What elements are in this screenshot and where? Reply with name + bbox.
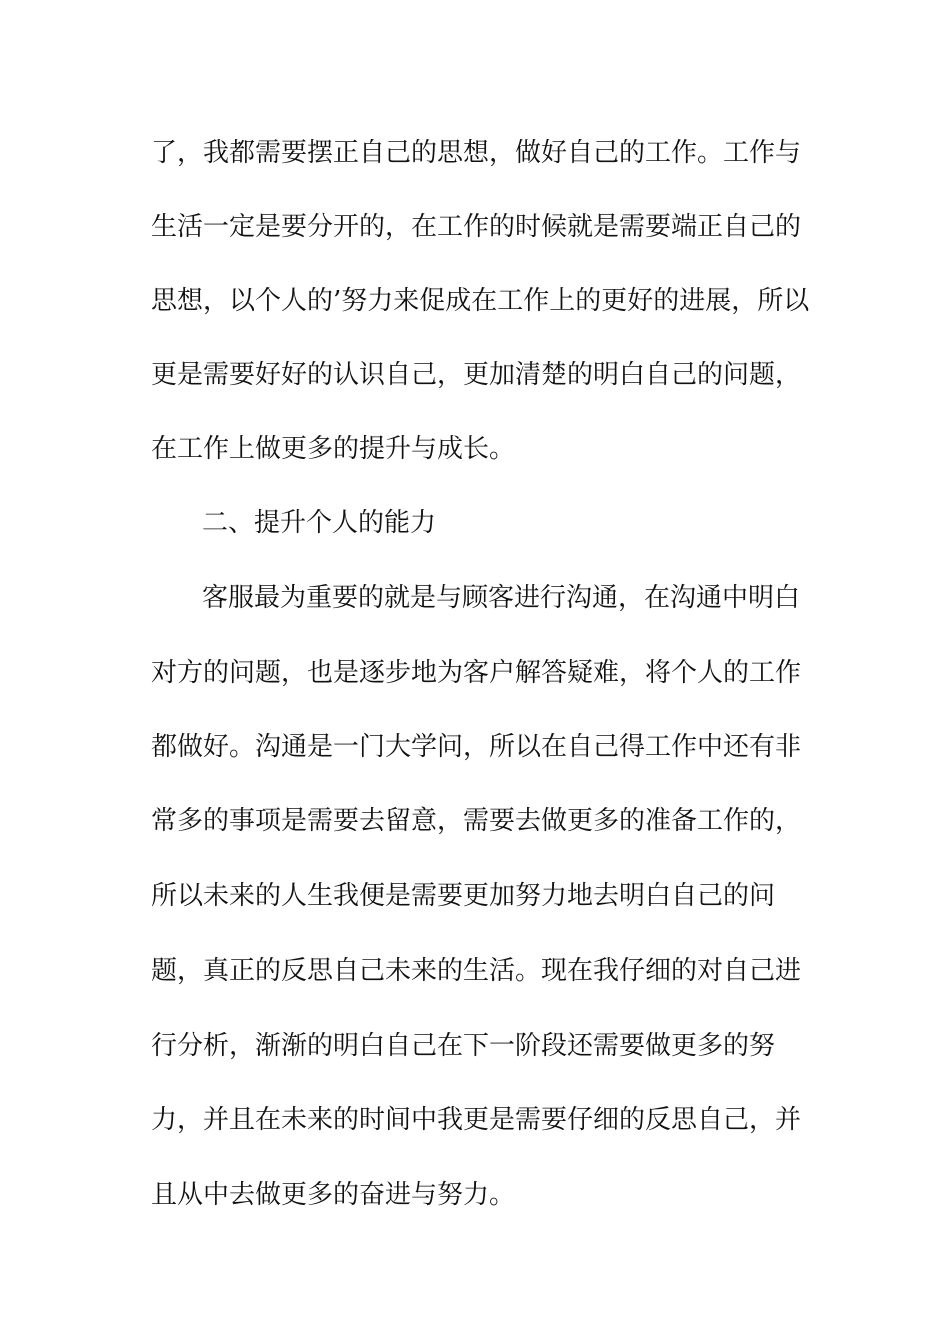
paragraph-1-line-1: 了，我都需要摆正自己的思想，做好自己的工作。工作与 [151,138,802,168]
paragraph-2-line-8: 力，并且在未来的时间中我更是需要仔细的反思自己，并 [151,1105,802,1135]
paragraph-2-line-3: 都做好。沟通是一门大学问，所以在自己得工作中还有非 [151,732,802,762]
paragraph-1-line-4: 更是需要好好的认识自己，更加清楚的明白自己的问题， [151,360,802,390]
paragraph-2-line-7: 行分析，渐渐的明白自己在下一阶段还需要做更多的努 [151,1031,776,1061]
paragraph-1-line-2: 生活一定是要分开的，在工作的时候就是需要端正自己的 [151,212,802,242]
paragraph-2-line-4: 常多的事项是需要去留意，需要去做更多的准备工作的， [151,806,802,836]
paragraph-1-line-5: 在工作上做更多的提升与成长。 [151,434,516,464]
paragraph-2-line-1: 客服最为重要的就是与顾客进行沟通，在沟通中明白 [202,583,801,613]
paragraph-1-line-3: 思想，以个人的’努力来促成在工作上的更好的进展，所以 [151,286,810,316]
paragraph-2-line-6: 题，真正的反思自己未来的生活。现在我仔细的对自己进 [151,956,802,986]
paragraph-2-line-5: 所以未来的人生我便是需要更加努力地去明白自己的问 [151,881,776,911]
section-heading: 二、提升个人的能力 [202,508,437,538]
paragraph-2-line-2: 对方的问题，也是逐步地为客户解答疑难，将个人的工作 [151,658,802,688]
paragraph-2-line-9: 且从中去做更多的奋进与努力。 [151,1180,516,1210]
